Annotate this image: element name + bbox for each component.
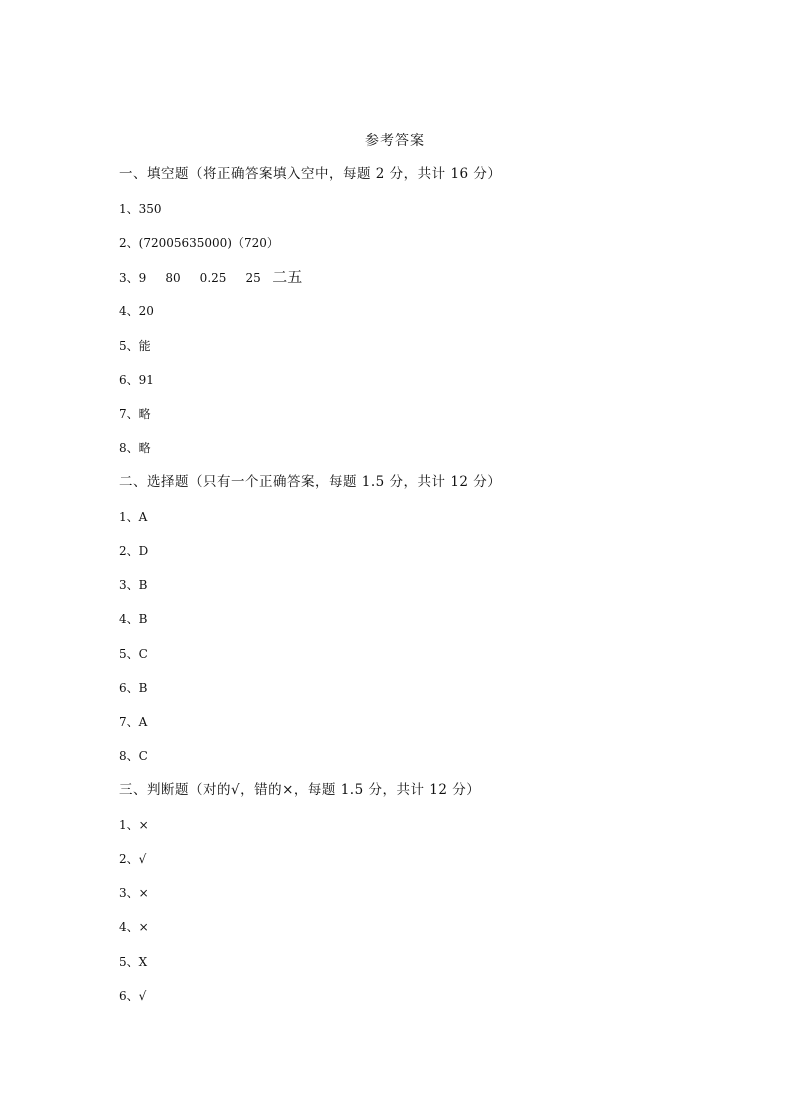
answer-item: 5、能 — [119, 339, 151, 353]
answer-item: 3、B — [119, 578, 148, 592]
answer-item: 5、X — [119, 955, 148, 969]
answer-item: 5、C — [119, 647, 148, 661]
answer-item-text: 3、9 80 0.25 25 — [119, 271, 261, 285]
answer-item: 1、A — [119, 510, 148, 524]
answer-item: 6、91 — [119, 373, 154, 387]
answer-item: 8、C — [119, 749, 148, 763]
answer-item: 2、(72005635000)（720） — [119, 236, 279, 250]
answer-item: 8、略 — [119, 441, 151, 455]
answer-item — [119, 268, 302, 287]
answer-item: 1、350 — [119, 202, 162, 216]
answer-item: 7、略 — [119, 407, 151, 421]
answer-item: 6、B — [119, 681, 148, 695]
answer-item: 4、20 — [119, 304, 154, 318]
answer-item: 4、B — [119, 612, 148, 626]
answer-item: 2、D — [119, 544, 149, 558]
answer-item-extra: 二五 — [272, 268, 303, 286]
answer-item: 7、A — [119, 715, 148, 729]
section-heading-multiple-choice: 二、选择题（只有一个正确答案，每题 1.5 分，共计 12 分） — [119, 474, 502, 490]
answer-item: 4、× — [119, 920, 149, 934]
answer-item: 2、√ — [119, 852, 147, 866]
page-title: 参考答案 — [365, 133, 425, 149]
answer-item: 3、× — [119, 886, 149, 900]
answer-item: 6、√ — [119, 989, 147, 1003]
section-heading-true-false: 三、判断题（对的√，错的×，每题 1.5 分，共计 12 分） — [119, 782, 481, 798]
answer-item: 1、× — [119, 818, 149, 832]
section-heading-fill-blank: 一、填空题（将正确答案填入空中，每题 2 分，共计 16 分） — [119, 166, 502, 182]
